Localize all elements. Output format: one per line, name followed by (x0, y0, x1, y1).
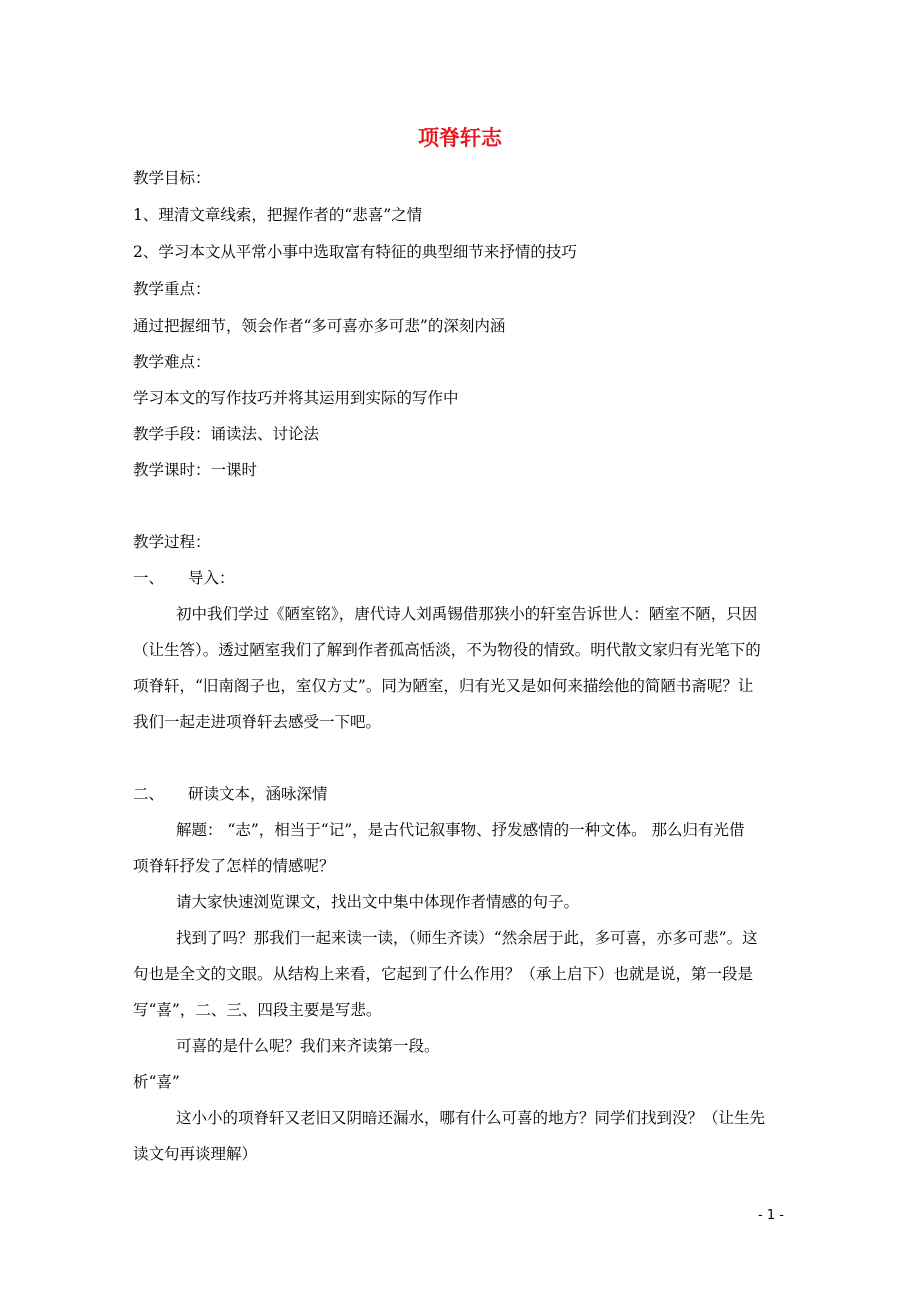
section-2-heading (133, 784, 793, 804)
section-2-title: 研读文本，涵咏深情 (188, 785, 328, 803)
section-1-heading (133, 568, 793, 588)
section-2-number: 二、 (133, 785, 165, 803)
intro-line-3: 项脊轩，“旧南阁子也，室仅方丈”。同为陋室，归有光又是如何来描绘他的简陋书斋呢？让 (133, 677, 754, 695)
intro-line-4: 我们一起走进项脊轩去感受一下吧。 (133, 713, 382, 731)
process-label: 教学过程： (133, 533, 211, 551)
section-1-title: 导入： (188, 569, 235, 587)
hours: 教学课时：一课时 (133, 461, 258, 479)
browse-line: 请大家快速浏览课文，找出文中集中体现作者情感的句子。 (176, 893, 580, 911)
key-label: 教学重点： (133, 280, 211, 298)
difficulty-text: 学习本文的写作技巧并将其运用到实际的写作中 (133, 389, 459, 407)
found-line-1: 找到了吗？那我们一起来读一读，（师生齐读）“然余居于此，多可喜，亦多可悲”。这 (176, 929, 758, 947)
analyze-label: 析“喜” (133, 1073, 180, 1091)
goal-2: 2、学习本文从平常小事中选取富有特征的典型细节来抒情的技巧 (133, 243, 577, 261)
methods: 教学手段：诵读法、讨论法 (133, 425, 320, 443)
small-line-1: 这小小的项脊轩又老旧又阴暗还漏水，哪有什么可喜的地方？同学们找到没？（让生先 (176, 1109, 766, 1127)
difficulty-label: 教学难点： (133, 353, 211, 371)
key-text: 通过把握细节，领会作者“多可喜亦多可悲”的深刻内涵 (133, 317, 506, 335)
joy-question: 可喜的是什么呢？我们来齐读第一段。 (176, 1037, 440, 1055)
found-line-2: 句也是全文的文眼。从结构上来看，它起到了什么作用？（承上启下）也就是说，第一段是 (133, 965, 754, 983)
page-number: - 1 - (758, 1208, 784, 1223)
document-title: 项脊轩志 (418, 126, 502, 150)
intro-line-2: （让生答）。透过陋室我们了解到作者孤高恬淡，不为物役的情致。明代散文家归有光笔下的 (133, 641, 761, 659)
found-line-3: 写“喜”，二、三、四段主要是写悲。 (133, 1001, 382, 1019)
goal-1: 1、理清文章线索，把握作者的“悲喜”之情 (133, 206, 423, 224)
section-1-number: 一、 (133, 569, 165, 587)
small-line-2: 读文句再谈理解） (133, 1145, 258, 1163)
jieti-line-1: 解题： “志”，相当于“记”，是古代记叙事物、抒发感情的一种文体。 那么归有光借 (176, 821, 745, 839)
goals-label: 教学目标： (133, 169, 211, 187)
intro-line-1: 初中我们学过《陋室铭》，唐代诗人刘禹锡借那狭小的轩室告诉世人：陋室不陋，只因 (176, 605, 758, 623)
jieti-line-2: 项脊轩抒发了怎样的情感呢？ (133, 857, 335, 875)
